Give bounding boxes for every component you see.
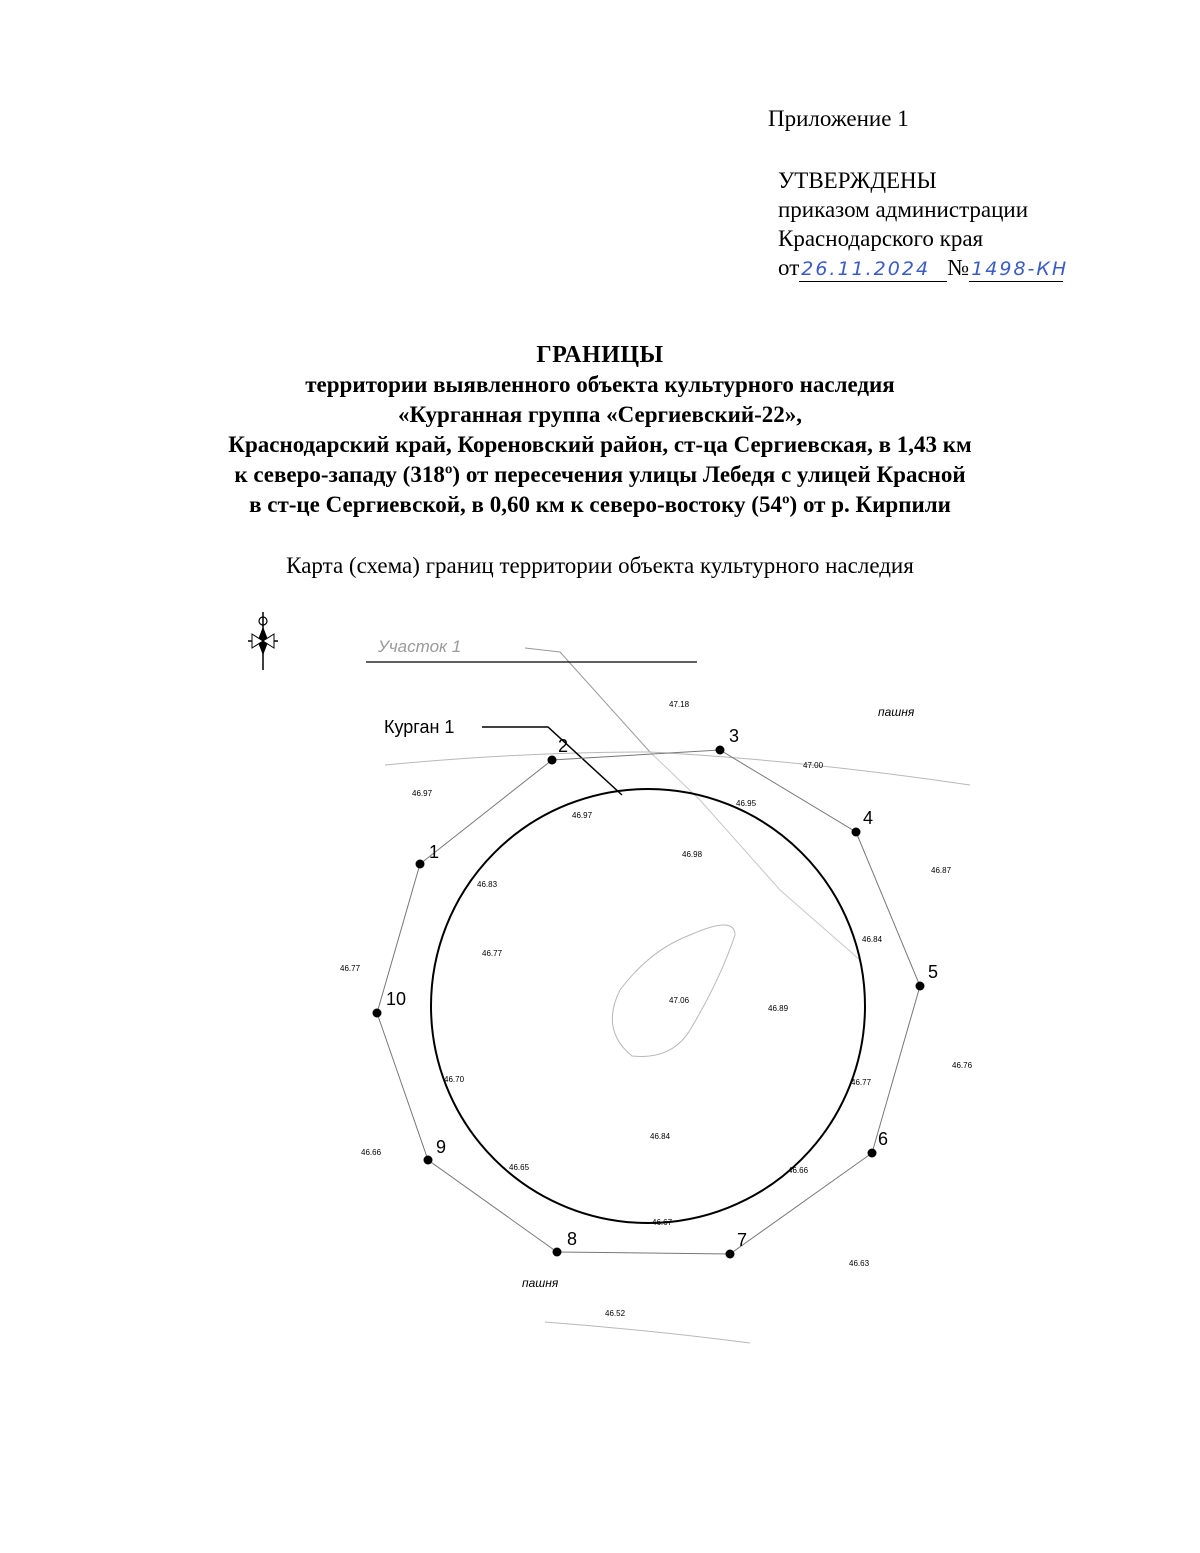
point-label: 9 <box>436 1137 447 1157</box>
point-label: 10 <box>386 989 407 1009</box>
title-line: к северо-западу (318º) от пересечения улицы Лебедя с улицей Красной <box>234 462 966 487</box>
boundary-point <box>716 746 725 755</box>
appendix-label: Приложение 1 <box>768 106 909 131</box>
title-line: «Курганная группа «Сергиевский-22», <box>397 402 803 427</box>
elevation-mark: 47.00 <box>803 761 824 770</box>
date-prefix: от <box>778 255 800 280</box>
boundary-point-labels <box>386 726 938 1250</box>
elevation-mark: 46.66 <box>788 1166 809 1175</box>
approved-line: Краснодарского края <box>778 226 984 251</box>
elevation-mark: 46.77 <box>851 1078 872 1087</box>
elevation-mark: 46.83 <box>477 880 498 889</box>
elevation-mark: 46.52 <box>605 1309 626 1318</box>
number-prefix: № <box>947 255 970 280</box>
point-label: 6 <box>878 1129 889 1149</box>
elevation-mark: 47.06 <box>669 996 690 1005</box>
boundary-point <box>868 1149 877 1158</box>
north-arrow-icon <box>248 612 278 670</box>
elevation-mark: 46.76 <box>952 1061 973 1070</box>
title-line: в ст-це Сергиевской, в 0,60 км к северо-востоку (54º) от р. Кирпили <box>249 492 951 517</box>
elevation-mark: 46.66 <box>361 1148 382 1157</box>
title-line: территории выявленного объекта культурного наследия <box>305 372 895 397</box>
boundary-polygon <box>377 750 920 1254</box>
point-label: 2 <box>558 736 569 756</box>
elevation-mark: 46.67 <box>652 1218 673 1227</box>
point-label: 1 <box>429 842 440 862</box>
handwritten-number: 1498-КН <box>971 258 1069 280</box>
elevation-mark: 46.65 <box>509 1163 530 1172</box>
elevation-mark: 46.89 <box>768 1004 789 1013</box>
field-label: пашня <box>878 705 915 719</box>
elevation-mark: 46.95 <box>736 799 757 808</box>
point-label: 3 <box>729 726 740 746</box>
point-label: 8 <box>567 1229 578 1249</box>
elevation-marks <box>340 700 973 1318</box>
boundary-vertices <box>373 746 925 1259</box>
boundary-point <box>726 1250 735 1259</box>
boundary-point <box>852 828 861 837</box>
mound-label: Курган 1 <box>384 717 455 737</box>
elevation-mark: 46.77 <box>340 964 361 973</box>
elevation-mark: 47.18 <box>669 700 690 709</box>
elevation-mark: 46.84 <box>862 935 883 944</box>
plot-label: Участок 1 <box>378 637 462 656</box>
point-label: 4 <box>863 808 874 828</box>
elevation-mark: 46.97 <box>572 811 593 820</box>
map-subtitle: Карта (схема) границ территории объекта культурного наследия <box>286 553 914 578</box>
boundary-point <box>916 982 925 991</box>
approved-title: УТВЕРЖДЕНЫ <box>778 168 937 193</box>
elevation-mark: 46.84 <box>650 1132 671 1141</box>
mound-circle <box>431 789 865 1223</box>
title-line: Краснодарский край, Кореновский район, ст-ца Сергиевская, в 1,43 км <box>228 432 972 457</box>
point-label: 7 <box>737 1230 748 1250</box>
approved-line: приказом администрации <box>778 197 1029 222</box>
elevation-mark: 46.98 <box>682 850 703 859</box>
elevation-mark: 46.77 <box>482 949 503 958</box>
point-label: 5 <box>928 962 939 982</box>
elevation-mark: 46.97 <box>412 789 433 798</box>
elevation-mark: 46.87 <box>931 866 952 875</box>
boundary-point <box>424 1156 433 1165</box>
boundary-point <box>373 1009 382 1018</box>
elevation-mark: 46.63 <box>849 1259 870 1268</box>
boundary-point <box>548 756 557 765</box>
title-main: ГРАНИЦЫ <box>536 342 664 368</box>
boundary-point <box>416 860 425 869</box>
elevation-mark: 46.70 <box>444 1075 465 1084</box>
field-label: пашня <box>522 1276 559 1290</box>
handwritten-date: 26.11.2024 <box>799 257 947 282</box>
boundary-point <box>553 1248 562 1257</box>
